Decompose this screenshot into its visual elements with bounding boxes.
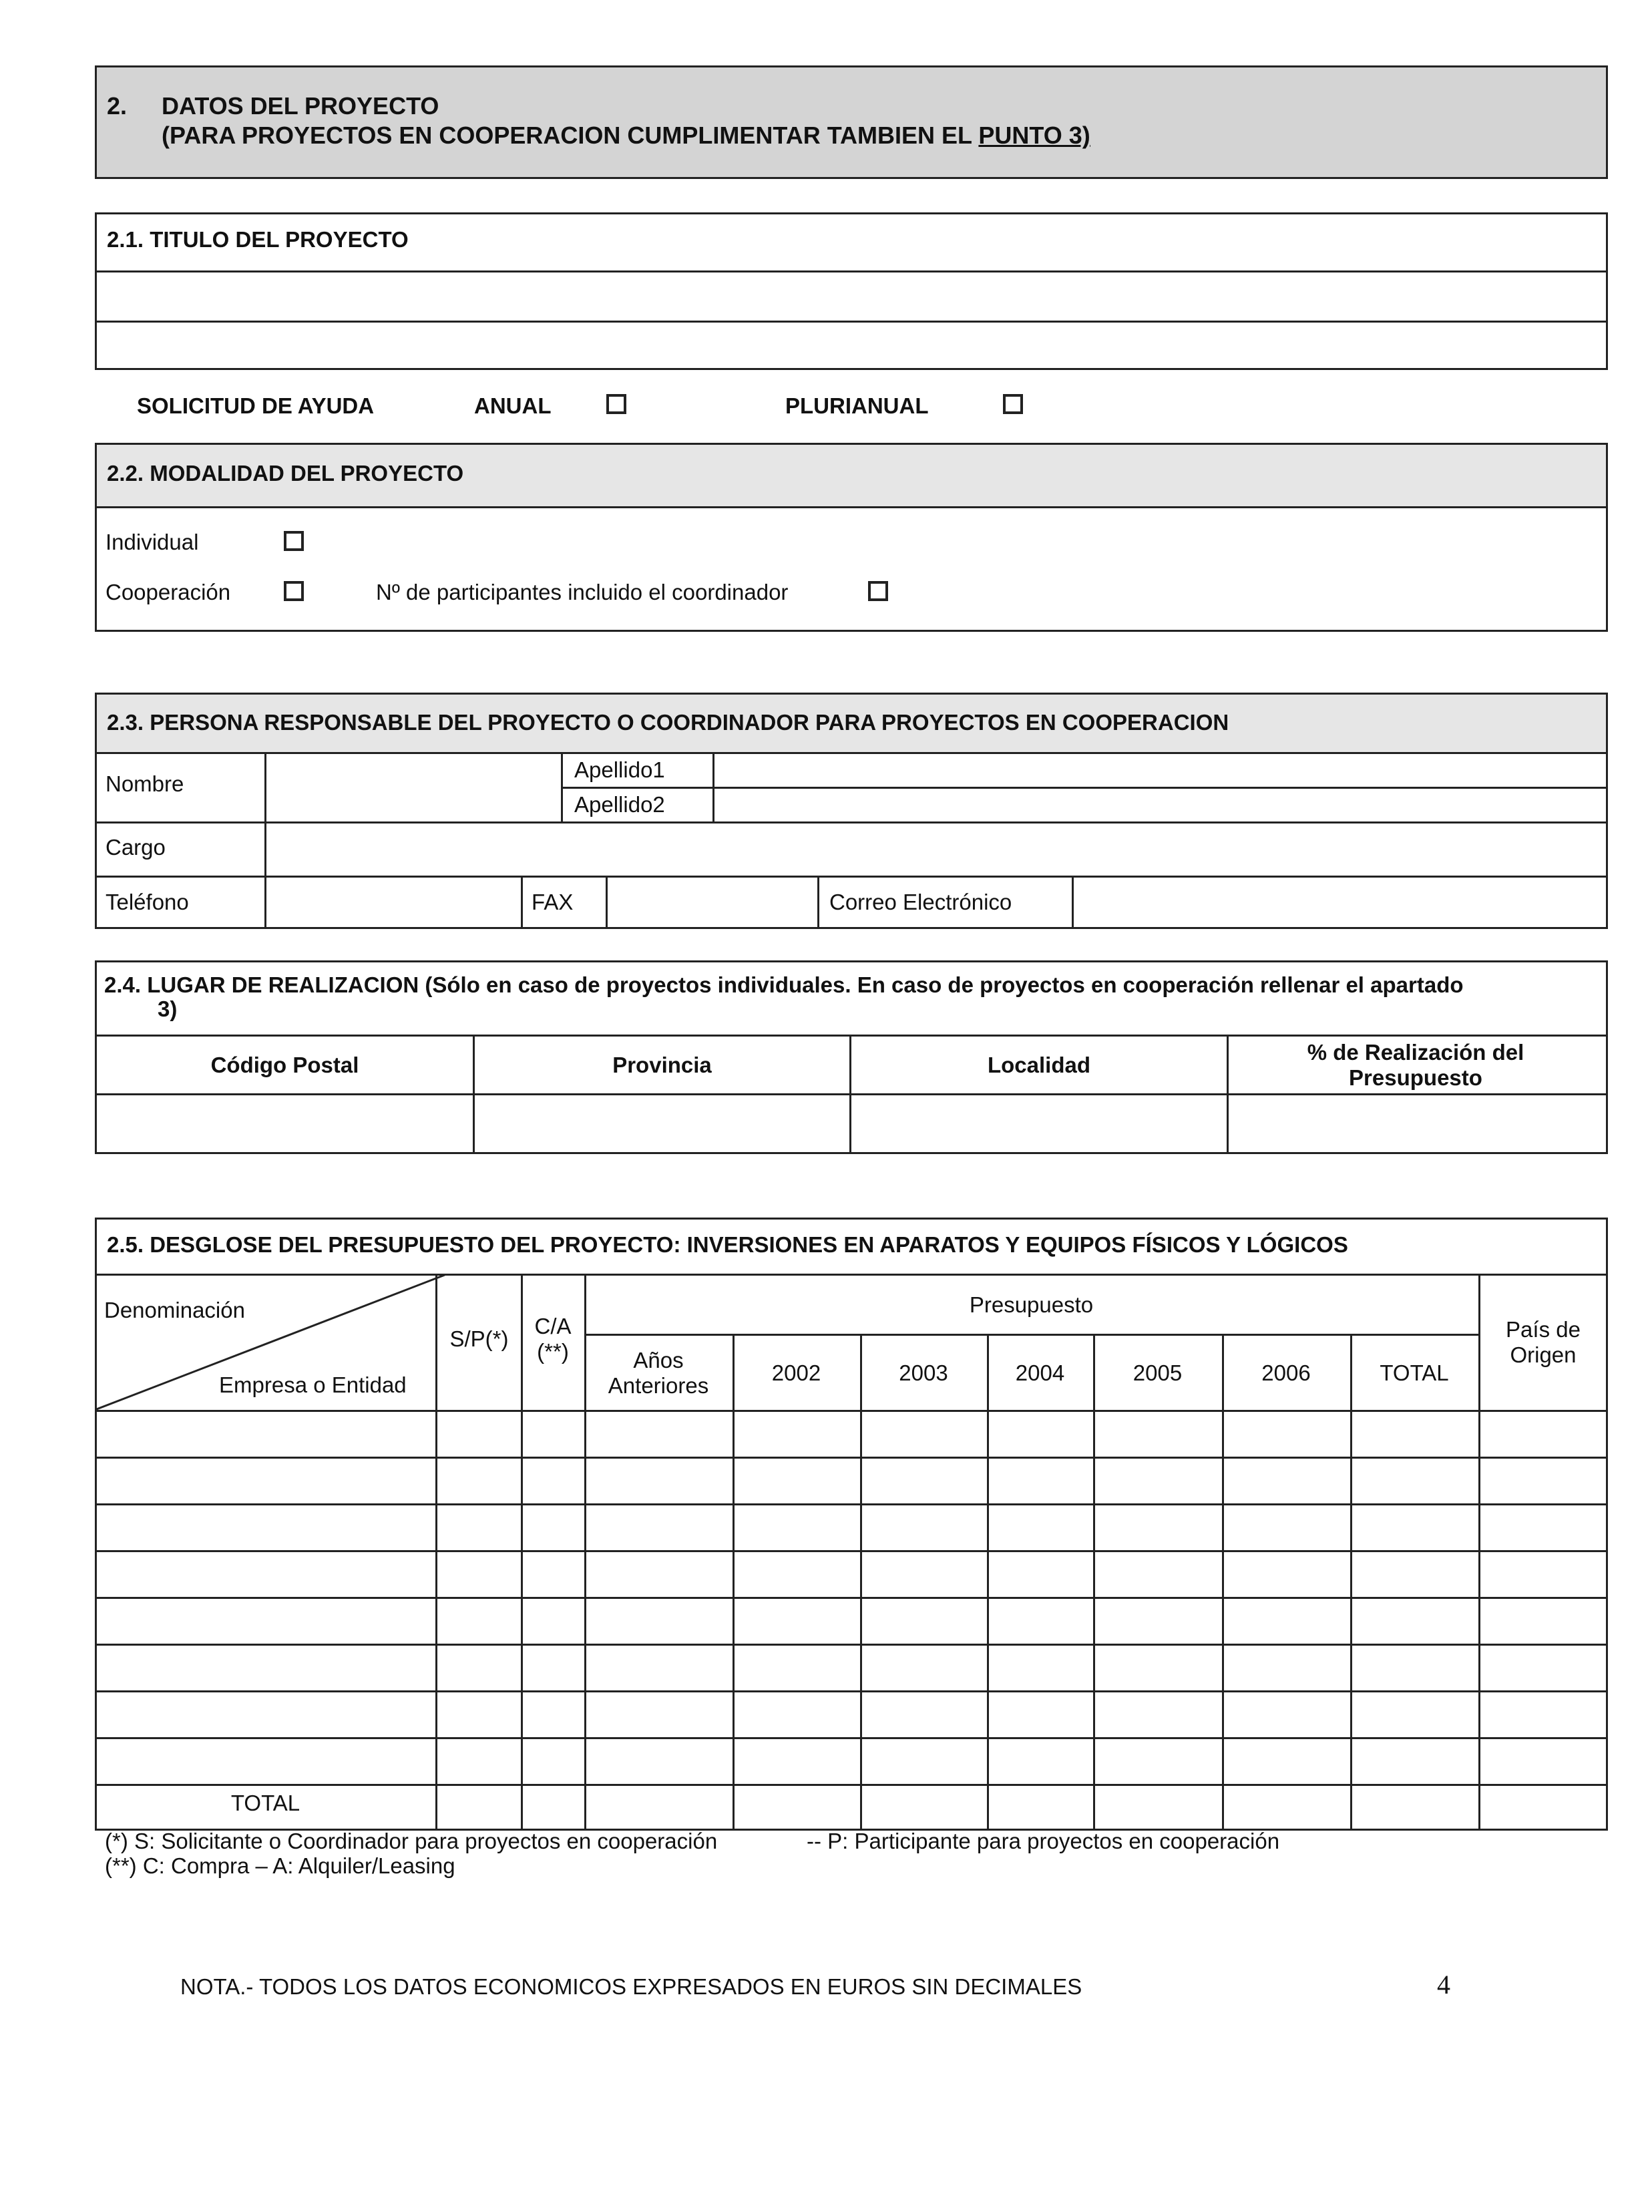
budget-cell[interactable] [587, 1459, 731, 1502]
section-2-subtitle-text: (PARA PROYECTOS EN COOPERACION CUMPLIMENTAR TAMBIEN EL [162, 122, 979, 149]
total-cell[interactable] [863, 1787, 986, 1829]
column-divider [521, 1274, 523, 1831]
budget-cell[interactable] [438, 1693, 520, 1736]
row-divider [95, 1737, 1608, 1739]
cooperacion-checkbox[interactable] [284, 581, 304, 601]
divider [712, 752, 714, 821]
budget-cell[interactable] [524, 1740, 583, 1783]
anos-line2: Anteriores [608, 1372, 709, 1398]
column-divider [1478, 1274, 1480, 1831]
divider [95, 270, 1608, 272]
budget-cell[interactable] [97, 1553, 434, 1596]
codigo-postal-field[interactable] [97, 1096, 471, 1152]
budget-cell[interactable] [97, 1693, 434, 1736]
total-cell[interactable] [438, 1787, 520, 1829]
divider [521, 876, 523, 929]
divider [95, 821, 1608, 823]
anos-line1: Años [633, 1347, 684, 1372]
year-2003-header: 2003 [899, 1360, 948, 1385]
total-cell[interactable] [587, 1787, 731, 1829]
budget-cell[interactable] [735, 1740, 859, 1783]
budget-cell[interactable] [1225, 1506, 1349, 1549]
nota-economicos: NOTA.- TODOS LOS DATOS ECONOMICOS EXPRESADOS EN EUROS SIN DECIMALES [180, 1974, 1082, 1999]
budget-cell[interactable] [1353, 1506, 1477, 1549]
section-2-number: 2. [107, 92, 128, 120]
page-number: 4 [1437, 1970, 1450, 2000]
footnote-2: (**) C: Compra – A: Alquiler/Leasing [105, 1853, 455, 1878]
budget-cell[interactable] [587, 1506, 731, 1549]
budget-cell[interactable] [1096, 1553, 1221, 1596]
row-divider [95, 1457, 1608, 1459]
budget-cell[interactable] [735, 1600, 859, 1642]
budget-cell[interactable] [438, 1459, 520, 1502]
cooperacion-label: Cooperación [106, 580, 231, 604]
pais-line1: País de [1506, 1317, 1581, 1342]
apellido2-label: Apellido2 [574, 792, 665, 817]
budget-cell[interactable] [990, 1553, 1092, 1596]
divider [264, 752, 266, 929]
responsable-heading: 2.3. PERSONA RESPONSABLE DEL PROYECTO O COORDINADOR PARA PROYECTOS EN COOPERACION [107, 710, 1229, 735]
budget-cell[interactable] [1096, 1600, 1221, 1642]
codigo-postal-header: Código Postal [210, 1052, 359, 1077]
titulo-proyecto-heading: 2.1. TITULO DEL PROYECTO [107, 227, 409, 252]
column-divider [1222, 1334, 1224, 1831]
budget-cell[interactable] [735, 1459, 859, 1502]
divider [561, 752, 563, 821]
footnote-1a: (*) S: Solicitante o Coordinador para proyectos en cooperación [105, 1829, 718, 1853]
budget-cell[interactable] [524, 1600, 583, 1642]
total-cell[interactable] [524, 1787, 583, 1829]
participantes-label: Nº de participantes incluido el coordinador [376, 580, 789, 604]
telefono-field[interactable] [267, 878, 520, 928]
column-divider [1093, 1334, 1095, 1831]
solicitud-ayuda-label: SOLICITUD DE AYUDA [137, 393, 375, 418]
presupuesto-group-header: Presupuesto [969, 1292, 1094, 1317]
correo-field[interactable] [1074, 878, 1607, 928]
total-col-header: TOTAL [1380, 1360, 1449, 1385]
budget-cell[interactable] [524, 1459, 583, 1502]
column-divider [435, 1274, 437, 1831]
budget-cell[interactable] [97, 1646, 434, 1689]
budget-cell[interactable] [735, 1553, 859, 1596]
budget-cell[interactable] [97, 1740, 434, 1783]
total-cell[interactable] [1353, 1787, 1477, 1829]
apellido2-field[interactable] [715, 789, 1607, 820]
budget-cell[interactable] [1096, 1413, 1221, 1455]
budget-cell[interactable] [863, 1413, 986, 1455]
individual-checkbox[interactable] [284, 531, 304, 551]
budget-cell[interactable] [1353, 1740, 1477, 1783]
budget-cell[interactable] [587, 1740, 731, 1783]
budget-cell[interactable] [524, 1553, 583, 1596]
cargo-field[interactable] [267, 824, 1607, 874]
budget-cell[interactable] [990, 1413, 1092, 1455]
budget-cell[interactable] [863, 1646, 986, 1689]
budget-cell[interactable] [587, 1413, 731, 1455]
titulo-proyecto-line-1[interactable] [97, 273, 1605, 320]
budget-cell[interactable] [524, 1506, 583, 1549]
budget-cell[interactable] [990, 1693, 1092, 1736]
lugar-heading-line1: 2.4. LUGAR DE REALIZACION (Sólo en caso de proyectos individuales. En caso de proyectos en cooperación rellenar el apartado [104, 972, 1464, 997]
budget-cell[interactable] [863, 1693, 986, 1736]
realizacion-field[interactable] [1229, 1096, 1607, 1152]
budget-cell[interactable] [438, 1413, 520, 1455]
budget-cell[interactable] [1096, 1646, 1221, 1689]
ca-header-line1: C/A [534, 1314, 572, 1338]
total-cell[interactable] [1096, 1787, 1221, 1829]
column-divider [1350, 1334, 1352, 1831]
divider [1072, 876, 1074, 929]
budget-cell[interactable] [1481, 1600, 1607, 1642]
cargo-label: Cargo [106, 835, 166, 860]
budget-cell[interactable] [863, 1459, 986, 1502]
telefono-label: Teléfono [106, 890, 189, 914]
localidad-field[interactable] [852, 1096, 1225, 1152]
budget-cell[interactable] [990, 1506, 1092, 1549]
budget-cell[interactable] [438, 1646, 520, 1689]
anual-checkbox[interactable] [606, 394, 626, 414]
year-2004-header: 2004 [1015, 1360, 1065, 1385]
budget-cell[interactable] [1353, 1459, 1477, 1502]
plurianual-checkbox[interactable] [1003, 394, 1023, 414]
budget-cell[interactable] [97, 1506, 434, 1549]
budget-cell[interactable] [1096, 1740, 1221, 1783]
budget-cell[interactable] [863, 1506, 986, 1549]
budget-cell[interactable] [524, 1693, 583, 1736]
budget-cell[interactable] [990, 1600, 1092, 1642]
realizacion-header: % de Realización del Presupuesto [1307, 1039, 1524, 1090]
divider [95, 752, 1608, 754]
budget-cell[interactable] [1481, 1740, 1607, 1783]
budget-cell[interactable] [1481, 1646, 1607, 1689]
column-divider [733, 1334, 735, 1831]
budget-cell[interactable] [735, 1646, 859, 1689]
budget-cell[interactable] [735, 1506, 859, 1549]
budget-cell[interactable] [1225, 1693, 1349, 1736]
ca-header [523, 1309, 583, 1369]
budget-cell[interactable] [735, 1413, 859, 1455]
lugar-heading-line2: 3) [158, 996, 178, 1021]
apellido1-field[interactable] [715, 755, 1607, 785]
budget-cell[interactable] [1225, 1740, 1349, 1783]
budget-cell[interactable] [97, 1600, 434, 1642]
budget-cell[interactable] [1096, 1459, 1221, 1502]
budget-cell[interactable] [438, 1740, 520, 1783]
year-2006-header: 2006 [1261, 1360, 1311, 1385]
column-divider [584, 1274, 586, 1831]
total-cell[interactable] [735, 1787, 859, 1829]
budget-cell[interactable] [1353, 1693, 1477, 1736]
column-divider [860, 1334, 862, 1831]
budget-cell[interactable] [1225, 1553, 1349, 1596]
budget-cell[interactable] [990, 1646, 1092, 1689]
fax-field[interactable] [608, 878, 816, 928]
budget-cell[interactable] [990, 1740, 1092, 1783]
ca-header-line2: (**) [537, 1339, 569, 1364]
total-cell[interactable] [1225, 1787, 1349, 1829]
divider [606, 876, 608, 929]
divider [1227, 1035, 1229, 1154]
individual-label: Individual [106, 530, 199, 554]
total-cell[interactable] [1481, 1787, 1607, 1829]
budget-cell[interactable] [97, 1459, 434, 1502]
apellido1-label: Apellido1 [574, 757, 665, 782]
budget-cell[interactable] [1225, 1459, 1349, 1502]
budget-cell[interactable] [1353, 1413, 1477, 1455]
total-row-label: TOTAL [230, 1790, 300, 1815]
titulo-proyecto-line-2[interactable] [97, 323, 1605, 367]
budget-cell[interactable] [1481, 1413, 1607, 1455]
divider [95, 876, 1608, 878]
budget-cell[interactable] [735, 1693, 859, 1736]
year-2002-header: 2002 [771, 1360, 821, 1385]
budget-cell[interactable] [1353, 1553, 1477, 1596]
budget-cell[interactable] [1225, 1600, 1349, 1642]
budget-cell[interactable] [587, 1553, 731, 1596]
anual-label: ANUAL [474, 393, 552, 418]
budget-cell[interactable] [587, 1693, 731, 1736]
nombre-field[interactable] [267, 755, 560, 820]
divider [95, 506, 1608, 508]
budget-cell[interactable] [863, 1740, 986, 1783]
footnote-1b: -- P: Participante para proyectos en cooperación [807, 1829, 1280, 1853]
section-2-subtitle [162, 122, 1090, 150]
budget-cell[interactable] [1353, 1600, 1477, 1642]
pais-line2: Origen [1510, 1342, 1577, 1367]
budget-cell[interactable] [587, 1646, 731, 1689]
divider [95, 1093, 1608, 1095]
budget-cell[interactable] [438, 1506, 520, 1549]
divider [561, 787, 1608, 789]
presupuesto-heading: 2.5. DESGLOSE DEL PRESUPUESTO DEL PROYECTO: INVERSIONES EN APARATOS Y EQUIPOS FÍSICOS Y LÓGICOS [107, 1232, 1348, 1257]
plurianual-label: PLURIANUAL [785, 393, 929, 418]
sp-header: S/P(*) [449, 1326, 509, 1351]
correo-label: Correo Electrónico [829, 890, 1012, 914]
row-divider [95, 1550, 1608, 1552]
total-cell[interactable] [990, 1787, 1092, 1829]
provincia-field[interactable] [475, 1096, 848, 1152]
nombre-label: Nombre [106, 771, 184, 796]
pais-origen-header [1478, 1309, 1608, 1376]
row-divider [95, 1503, 1608, 1505]
participantes-checkbox[interactable] [868, 581, 888, 601]
anos-anteriores-header [584, 1336, 733, 1410]
budget-cell[interactable] [863, 1553, 986, 1596]
budget-cell[interactable] [990, 1459, 1092, 1502]
localidad-header: Localidad [987, 1052, 1091, 1077]
section-2-title: DATOS DEL PROYECTO [162, 92, 439, 120]
punto-3-link[interactable]: PUNTO 3) [978, 122, 1090, 149]
row-divider [95, 1597, 1608, 1599]
budget-cell[interactable] [1096, 1693, 1221, 1736]
budget-cell[interactable] [1481, 1459, 1607, 1502]
fax-label: FAX [532, 890, 574, 914]
budget-cell[interactable] [1481, 1693, 1607, 1736]
column-divider [987, 1334, 989, 1831]
budget-cell[interactable] [863, 1600, 986, 1642]
modalidad-heading: 2.2. MODALIDAD DEL PROYECTO [107, 461, 464, 486]
budget-cell[interactable] [97, 1413, 434, 1455]
budget-cell[interactable] [524, 1413, 583, 1455]
budget-cell[interactable] [438, 1553, 520, 1596]
budget-cell[interactable] [524, 1646, 583, 1689]
budget-cell[interactable] [587, 1600, 731, 1642]
budget-cell[interactable] [1225, 1646, 1349, 1689]
denominacion-header: Denominación [104, 1298, 245, 1322]
budget-cell[interactable] [438, 1600, 520, 1642]
divider [817, 876, 819, 929]
row-divider [95, 1644, 1608, 1646]
row-divider [95, 1690, 1608, 1692]
budget-cell[interactable] [1353, 1646, 1477, 1689]
empresa-header: Empresa o Entidad [219, 1372, 407, 1397]
provincia-header: Provincia [612, 1052, 712, 1077]
budget-cell[interactable] [1096, 1506, 1221, 1549]
divider [95, 321, 1608, 323]
year-2005-header: 2005 [1132, 1360, 1183, 1385]
budget-cell[interactable] [1225, 1413, 1349, 1455]
budget-cell[interactable] [1481, 1506, 1607, 1549]
budget-cell[interactable] [1481, 1553, 1607, 1596]
